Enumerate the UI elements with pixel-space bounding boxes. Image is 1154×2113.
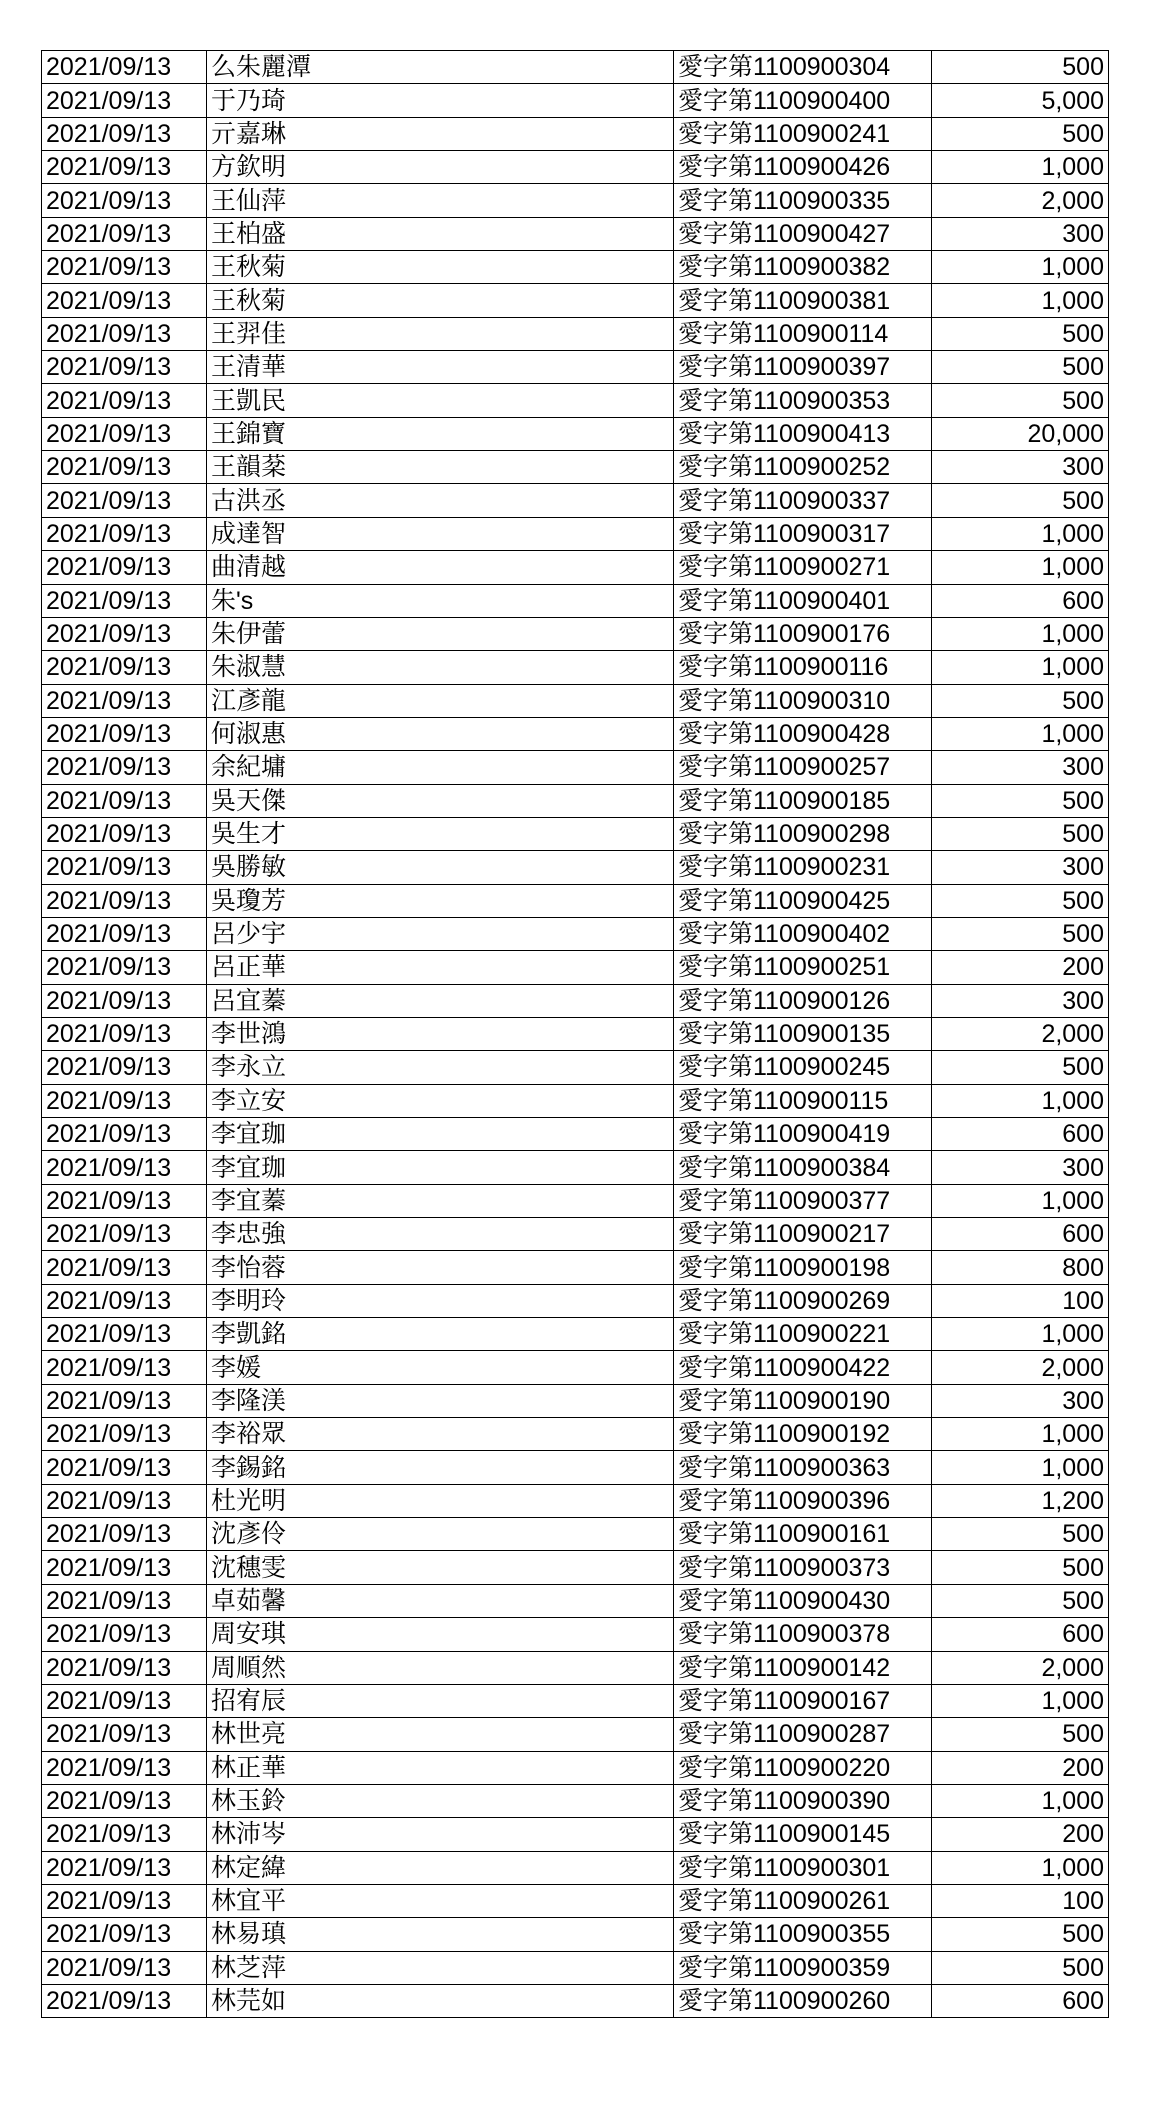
- table-row: [42, 784, 1109, 817]
- table-row: [42, 817, 1109, 850]
- donor-name-cell: 林宜平: [207, 1884, 674, 1917]
- amount-cell: 600: [932, 1984, 1109, 2017]
- receipt-number-cell: 愛字第1100900304: [674, 51, 932, 84]
- donor-name-cell: 李永立: [207, 1051, 674, 1084]
- donor-name-cell: 李忠強: [207, 1218, 674, 1251]
- amount-cell: 600: [932, 584, 1109, 617]
- receipt-number-cell: 愛字第1100900142: [674, 1651, 932, 1684]
- table-row: [42, 717, 1109, 750]
- table-row: [42, 84, 1109, 117]
- table-row: [42, 1584, 1109, 1617]
- receipt-number-cell: 愛字第1100900126: [674, 984, 932, 1017]
- receipt-number-cell: 愛字第1100900377: [674, 1184, 932, 1217]
- amount-cell: 200: [932, 1751, 1109, 1784]
- donor-name-cell: 李錫銘: [207, 1451, 674, 1484]
- donor-name-cell: 吳生才: [207, 817, 674, 850]
- table-row: [42, 1284, 1109, 1317]
- table-row: [42, 1251, 1109, 1284]
- table-row: [42, 951, 1109, 984]
- amount-cell: 300: [932, 751, 1109, 784]
- date-cell: 2021/09/13: [42, 917, 207, 950]
- receipt-number-cell: 愛字第1100900378: [674, 1618, 932, 1651]
- date-cell: 2021/09/13: [42, 517, 207, 550]
- table-row: [42, 117, 1109, 150]
- receipt-number-cell: 愛字第1100900355: [674, 1918, 932, 1951]
- date-cell: 2021/09/13: [42, 84, 207, 117]
- date-cell: 2021/09/13: [42, 1184, 207, 1217]
- donor-name-cell: 吳勝敏: [207, 851, 674, 884]
- amount-cell: 100: [932, 1284, 1109, 1317]
- amount-cell: 300: [932, 1384, 1109, 1417]
- amount-cell: 500: [932, 1951, 1109, 1984]
- table-row: [42, 1351, 1109, 1384]
- amount-cell: 600: [932, 1118, 1109, 1151]
- date-cell: 2021/09/13: [42, 551, 207, 584]
- donor-name-cell: 李凱銘: [207, 1318, 674, 1351]
- donor-name-cell: 江彥龍: [207, 684, 674, 717]
- donor-name-cell: 吳瓊芳: [207, 884, 674, 917]
- donor-name-cell: 王錦寶: [207, 417, 674, 450]
- receipt-number-cell: 愛字第1100900402: [674, 917, 932, 950]
- amount-cell: 2,000: [932, 1651, 1109, 1684]
- date-cell: 2021/09/13: [42, 1551, 207, 1584]
- donor-name-cell: 沈穗雯: [207, 1551, 674, 1584]
- date-cell: 2021/09/13: [42, 1151, 207, 1184]
- amount-cell: 1,000: [932, 1184, 1109, 1217]
- receipt-number-cell: 愛字第1100900271: [674, 551, 932, 584]
- donor-name-cell: 王仙萍: [207, 184, 674, 217]
- date-cell: 2021/09/13: [42, 1084, 207, 1117]
- donor-name-cell: 林芫如: [207, 1984, 674, 2017]
- receipt-number-cell: 愛字第1100900400: [674, 84, 932, 117]
- donor-name-cell: 杜光明: [207, 1484, 674, 1517]
- amount-cell: 500: [932, 684, 1109, 717]
- donor-name-cell: 林沛岑: [207, 1818, 674, 1851]
- receipt-number-cell: 愛字第1100900192: [674, 1418, 932, 1451]
- table-row: [42, 351, 1109, 384]
- donation-table-body: [42, 51, 1109, 2018]
- amount-cell: 600: [932, 1218, 1109, 1251]
- table-row: [42, 1518, 1109, 1551]
- amount-cell: 1,000: [932, 284, 1109, 317]
- date-cell: 2021/09/13: [42, 1418, 207, 1451]
- amount-cell: 1,000: [932, 517, 1109, 550]
- receipt-number-cell: 愛字第1100900167: [674, 1684, 932, 1717]
- table-row: [42, 1618, 1109, 1651]
- date-cell: 2021/09/13: [42, 784, 207, 817]
- date-cell: 2021/09/13: [42, 1284, 207, 1317]
- table-row: [42, 384, 1109, 417]
- amount-cell: 800: [932, 1251, 1109, 1284]
- date-cell: 2021/09/13: [42, 1751, 207, 1784]
- donor-name-cell: 呂正華: [207, 951, 674, 984]
- amount-cell: 300: [932, 851, 1109, 884]
- amount-cell: 500: [932, 117, 1109, 150]
- table-row: [42, 184, 1109, 217]
- receipt-number-cell: 愛字第1100900353: [674, 384, 932, 417]
- date-cell: 2021/09/13: [42, 1518, 207, 1551]
- date-cell: 2021/09/13: [42, 1651, 207, 1684]
- donor-name-cell: 李媛: [207, 1351, 674, 1384]
- table-row: [42, 1984, 1109, 2017]
- date-cell: 2021/09/13: [42, 1951, 207, 1984]
- donor-name-cell: 卓茹馨: [207, 1584, 674, 1617]
- receipt-number-cell: 愛字第1100900287: [674, 1718, 932, 1751]
- receipt-number-cell: 愛字第1100900373: [674, 1551, 932, 1584]
- receipt-number-cell: 愛字第1100900115: [674, 1084, 932, 1117]
- table-row: [42, 1851, 1109, 1884]
- donor-name-cell: 周安琪: [207, 1618, 674, 1651]
- amount-cell: 300: [932, 1151, 1109, 1184]
- donor-name-cell: 于乃琦: [207, 84, 674, 117]
- table-row: [42, 651, 1109, 684]
- table-row: [42, 584, 1109, 617]
- donor-name-cell: 呂少宇: [207, 917, 674, 950]
- amount-cell: 500: [932, 1518, 1109, 1551]
- amount-cell: 2,000: [932, 1017, 1109, 1050]
- table-row: [42, 1684, 1109, 1717]
- receipt-number-cell: 愛字第1100900185: [674, 784, 932, 817]
- date-cell: 2021/09/13: [42, 1218, 207, 1251]
- date-cell: 2021/09/13: [42, 1051, 207, 1084]
- receipt-number-cell: 愛字第1100900413: [674, 417, 932, 450]
- date-cell: 2021/09/13: [42, 51, 207, 84]
- amount-cell: 1,000: [932, 1418, 1109, 1451]
- amount-cell: 500: [932, 317, 1109, 350]
- amount-cell: 1,000: [932, 551, 1109, 584]
- date-cell: 2021/09/13: [42, 951, 207, 984]
- amount-cell: 200: [932, 951, 1109, 984]
- amount-cell: 1,000: [932, 1084, 1109, 1117]
- amount-cell: 500: [932, 51, 1109, 84]
- receipt-number-cell: 愛字第1100900390: [674, 1784, 932, 1817]
- receipt-number-cell: 愛字第1100900116: [674, 651, 932, 684]
- date-cell: 2021/09/13: [42, 251, 207, 284]
- amount-cell: 300: [932, 217, 1109, 250]
- table-row: [42, 684, 1109, 717]
- receipt-number-cell: 愛字第1100900161: [674, 1518, 932, 1551]
- date-cell: 2021/09/13: [42, 484, 207, 517]
- table-row: [42, 1484, 1109, 1517]
- amount-cell: 1,000: [932, 1851, 1109, 1884]
- donor-name-cell: 周順然: [207, 1651, 674, 1684]
- date-cell: 2021/09/13: [42, 284, 207, 317]
- date-cell: 2021/09/13: [42, 1484, 207, 1517]
- date-cell: 2021/09/13: [42, 1451, 207, 1484]
- date-cell: 2021/09/13: [42, 884, 207, 917]
- table-row: [42, 1451, 1109, 1484]
- receipt-number-cell: 愛字第1100900428: [674, 717, 932, 750]
- amount-cell: 100: [932, 1884, 1109, 1917]
- table-row: [42, 1551, 1109, 1584]
- table-row: [42, 51, 1109, 84]
- date-cell: 2021/09/13: [42, 1384, 207, 1417]
- date-cell: 2021/09/13: [42, 1118, 207, 1151]
- amount-cell: 500: [932, 384, 1109, 417]
- receipt-number-cell: 愛字第1100900384: [674, 1151, 932, 1184]
- receipt-number-cell: 愛字第1100900252: [674, 451, 932, 484]
- receipt-number-cell: 愛字第1100900257: [674, 751, 932, 784]
- receipt-number-cell: 愛字第1100900427: [674, 217, 932, 250]
- donor-name-cell: 林正華: [207, 1751, 674, 1784]
- date-cell: 2021/09/13: [42, 184, 207, 217]
- receipt-number-cell: 愛字第1100900301: [674, 1851, 932, 1884]
- receipt-number-cell: 愛字第1100900425: [674, 884, 932, 917]
- amount-cell: 1,200: [932, 1484, 1109, 1517]
- amount-cell: 500: [932, 1918, 1109, 1951]
- date-cell: 2021/09/13: [42, 1251, 207, 1284]
- donor-name-cell: 林易瑱: [207, 1918, 674, 1951]
- donor-name-cell: 成達智: [207, 517, 674, 550]
- date-cell: 2021/09/13: [42, 1618, 207, 1651]
- donor-name-cell: 王羿佳: [207, 317, 674, 350]
- table-row: [42, 551, 1109, 584]
- amount-cell: 300: [932, 984, 1109, 1017]
- amount-cell: 1,000: [932, 1451, 1109, 1484]
- receipt-number-cell: 愛字第1100900220: [674, 1751, 932, 1784]
- table-row: [42, 1718, 1109, 1751]
- donor-name-cell: 王清華: [207, 351, 674, 384]
- receipt-number-cell: 愛字第1100900310: [674, 684, 932, 717]
- table-row: [42, 284, 1109, 317]
- amount-cell: 500: [932, 1584, 1109, 1617]
- date-cell: 2021/09/13: [42, 1684, 207, 1717]
- amount-cell: 500: [932, 784, 1109, 817]
- table-row: [42, 251, 1109, 284]
- donor-name-cell: 招宥辰: [207, 1684, 674, 1717]
- amount-cell: 2,000: [932, 184, 1109, 217]
- date-cell: 2021/09/13: [42, 684, 207, 717]
- donor-name-cell: 李世鴻: [207, 1017, 674, 1050]
- table-row: [42, 1951, 1109, 1984]
- date-cell: 2021/09/13: [42, 1818, 207, 1851]
- date-cell: 2021/09/13: [42, 417, 207, 450]
- amount-cell: 1,000: [932, 1684, 1109, 1717]
- receipt-number-cell: 愛字第1100900241: [674, 117, 932, 150]
- donation-table: [41, 50, 1109, 2018]
- amount-cell: 1,000: [932, 651, 1109, 684]
- date-cell: 2021/09/13: [42, 317, 207, 350]
- amount-cell: 1,000: [932, 1318, 1109, 1351]
- receipt-number-cell: 愛字第1100900190: [674, 1384, 932, 1417]
- donor-name-cell: 李宜珈: [207, 1151, 674, 1184]
- donor-name-cell: 李怡蓉: [207, 1251, 674, 1284]
- table-row: [42, 1051, 1109, 1084]
- donor-name-cell: 王韻棻: [207, 451, 674, 484]
- donor-name-cell: 李明玲: [207, 1284, 674, 1317]
- donor-name-cell: 李宜珈: [207, 1118, 674, 1151]
- date-cell: 2021/09/13: [42, 751, 207, 784]
- donor-name-cell: 朱淑慧: [207, 651, 674, 684]
- date-cell: 2021/09/13: [42, 1918, 207, 1951]
- date-cell: 2021/09/13: [42, 117, 207, 150]
- receipt-number-cell: 愛字第1100900381: [674, 284, 932, 317]
- table-row: [42, 151, 1109, 184]
- donor-name-cell: 林芝萍: [207, 1951, 674, 1984]
- donor-name-cell: 王秋菊: [207, 251, 674, 284]
- table-row: [42, 417, 1109, 450]
- table-row: [42, 1918, 1109, 1951]
- receipt-number-cell: 愛字第1100900401: [674, 584, 932, 617]
- donor-name-cell: 吳天傑: [207, 784, 674, 817]
- table-row: [42, 1884, 1109, 1917]
- receipt-number-cell: 愛字第1100900251: [674, 951, 932, 984]
- table-row: [42, 1384, 1109, 1417]
- table-row: [42, 751, 1109, 784]
- receipt-number-cell: 愛字第1100900419: [674, 1118, 932, 1151]
- date-cell: 2021/09/13: [42, 651, 207, 684]
- date-cell: 2021/09/13: [42, 1784, 207, 1817]
- receipt-number-cell: 愛字第1100900298: [674, 817, 932, 850]
- receipt-number-cell: 愛字第1100900245: [674, 1051, 932, 1084]
- receipt-number-cell: 愛字第1100900430: [674, 1584, 932, 1617]
- date-cell: 2021/09/13: [42, 1851, 207, 1884]
- receipt-number-cell: 愛字第1100900337: [674, 484, 932, 517]
- donor-name-cell: 么朱麗潭: [207, 51, 674, 84]
- amount-cell: 5,000: [932, 84, 1109, 117]
- table-row: [42, 1818, 1109, 1851]
- receipt-number-cell: 愛字第1100900231: [674, 851, 932, 884]
- receipt-number-cell: 愛字第1100900382: [674, 251, 932, 284]
- receipt-number-cell: 愛字第1100900114: [674, 317, 932, 350]
- table-row: [42, 917, 1109, 950]
- receipt-number-cell: 愛字第1100900397: [674, 351, 932, 384]
- table-row: [42, 984, 1109, 1017]
- table-row: [42, 317, 1109, 350]
- date-cell: 2021/09/13: [42, 1718, 207, 1751]
- donor-name-cell: 余紀墉: [207, 751, 674, 784]
- donor-name-cell: 曲清越: [207, 551, 674, 584]
- receipt-number-cell: 愛字第1100900217: [674, 1218, 932, 1251]
- table-row: [42, 1418, 1109, 1451]
- amount-cell: 500: [932, 484, 1109, 517]
- donor-name-cell: 李裕眾: [207, 1418, 674, 1451]
- receipt-number-cell: 愛字第1100900359: [674, 1951, 932, 1984]
- date-cell: 2021/09/13: [42, 984, 207, 1017]
- date-cell: 2021/09/13: [42, 217, 207, 250]
- donor-name-cell: 亓嘉琳: [207, 117, 674, 150]
- receipt-number-cell: 愛字第1100900317: [674, 517, 932, 550]
- donor-name-cell: 李立安: [207, 1084, 674, 1117]
- amount-cell: 1,000: [932, 151, 1109, 184]
- date-cell: 2021/09/13: [42, 1884, 207, 1917]
- table-row: [42, 1151, 1109, 1184]
- table-row: [42, 1118, 1109, 1151]
- donor-name-cell: 王凱民: [207, 384, 674, 417]
- amount-cell: 200: [932, 1818, 1109, 1851]
- date-cell: 2021/09/13: [42, 717, 207, 750]
- table-row: [42, 884, 1109, 917]
- table-row: [42, 1084, 1109, 1117]
- date-cell: 2021/09/13: [42, 151, 207, 184]
- donor-name-cell: 李宜蓁: [207, 1184, 674, 1217]
- table-row: [42, 1218, 1109, 1251]
- donor-name-cell: 朱伊蕾: [207, 617, 674, 650]
- amount-cell: 2,000: [932, 1351, 1109, 1384]
- donor-name-cell: 古洪丞: [207, 484, 674, 517]
- date-cell: 2021/09/13: [42, 1351, 207, 1384]
- receipt-number-cell: 愛字第1100900396: [674, 1484, 932, 1517]
- receipt-number-cell: 愛字第1100900198: [674, 1251, 932, 1284]
- donor-name-cell: 林世亮: [207, 1718, 674, 1751]
- donor-name-cell: 朱's: [207, 584, 674, 617]
- amount-cell: 1,000: [932, 717, 1109, 750]
- date-cell: 2021/09/13: [42, 351, 207, 384]
- date-cell: 2021/09/13: [42, 617, 207, 650]
- receipt-number-cell: 愛字第1100900176: [674, 617, 932, 650]
- receipt-number-cell: 愛字第1100900145: [674, 1818, 932, 1851]
- receipt-number-cell: 愛字第1100900135: [674, 1017, 932, 1050]
- receipt-number-cell: 愛字第1100900363: [674, 1451, 932, 1484]
- donor-name-cell: 林玉鈴: [207, 1784, 674, 1817]
- table-row: [42, 851, 1109, 884]
- table-row: [42, 1318, 1109, 1351]
- table-row: [42, 517, 1109, 550]
- amount-cell: 500: [932, 351, 1109, 384]
- amount-cell: 1,000: [932, 251, 1109, 284]
- date-cell: 2021/09/13: [42, 451, 207, 484]
- amount-cell: 500: [932, 884, 1109, 917]
- amount-cell: 500: [932, 917, 1109, 950]
- receipt-number-cell: 愛字第1100900269: [674, 1284, 932, 1317]
- donor-name-cell: 林定緯: [207, 1851, 674, 1884]
- donor-name-cell: 李隆渼: [207, 1384, 674, 1417]
- table-row: [42, 1651, 1109, 1684]
- amount-cell: 300: [932, 451, 1109, 484]
- table-row: [42, 1184, 1109, 1217]
- date-cell: 2021/09/13: [42, 384, 207, 417]
- date-cell: 2021/09/13: [42, 1318, 207, 1351]
- date-cell: 2021/09/13: [42, 1017, 207, 1050]
- table-row: [42, 1784, 1109, 1817]
- date-cell: 2021/09/13: [42, 817, 207, 850]
- receipt-number-cell: 愛字第1100900261: [674, 1884, 932, 1917]
- donor-name-cell: 方欽明: [207, 151, 674, 184]
- date-cell: 2021/09/13: [42, 584, 207, 617]
- receipt-number-cell: 愛字第1100900260: [674, 1984, 932, 2017]
- donor-name-cell: 沈彥伶: [207, 1518, 674, 1551]
- receipt-number-cell: 愛字第1100900422: [674, 1351, 932, 1384]
- donor-name-cell: 王秋菊: [207, 284, 674, 317]
- amount-cell: 1,000: [932, 1784, 1109, 1817]
- donor-name-cell: 呂宜蓁: [207, 984, 674, 1017]
- amount-cell: 1,000: [932, 617, 1109, 650]
- amount-cell: 500: [932, 1718, 1109, 1751]
- table-row: [42, 451, 1109, 484]
- amount-cell: 20,000: [932, 417, 1109, 450]
- receipt-number-cell: 愛字第1100900426: [674, 151, 932, 184]
- table-row: [42, 1017, 1109, 1050]
- receipt-number-cell: 愛字第1100900335: [674, 184, 932, 217]
- table-row: [42, 1751, 1109, 1784]
- date-cell: 2021/09/13: [42, 851, 207, 884]
- table-row: [42, 484, 1109, 517]
- date-cell: 2021/09/13: [42, 1984, 207, 2017]
- donor-name-cell: 何淑惠: [207, 717, 674, 750]
- amount-cell: 500: [932, 817, 1109, 850]
- table-row: [42, 617, 1109, 650]
- amount-cell: 600: [932, 1618, 1109, 1651]
- table-row: [42, 217, 1109, 250]
- receipt-number-cell: 愛字第1100900221: [674, 1318, 932, 1351]
- date-cell: 2021/09/13: [42, 1584, 207, 1617]
- amount-cell: 500: [932, 1551, 1109, 1584]
- donor-name-cell: 王柏盛: [207, 217, 674, 250]
- amount-cell: 500: [932, 1051, 1109, 1084]
